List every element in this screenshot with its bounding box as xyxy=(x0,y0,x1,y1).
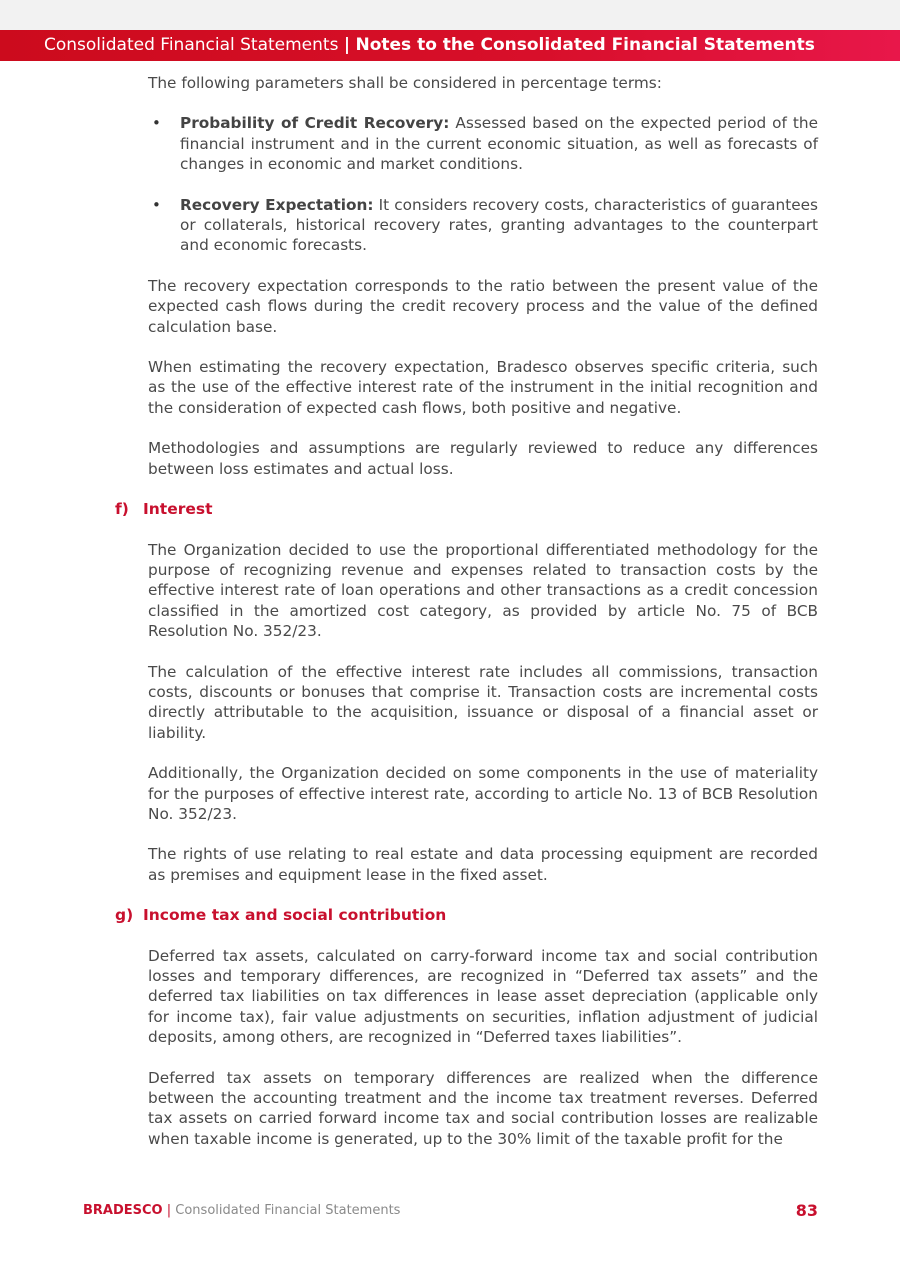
body-paragraph: Deferred tax assets, calculated on carry-forward income tax and social contribution losses and temporary differences, are recognized in “Deferred tax assets” and the deferred tax liabilities on tax differences in lease asset depreciation (applicable only for income tax), fair value adjustments on securities, inflation adjustment of judicial deposits, among others, are recognized in “Deferred taxes liabilities”. xyxy=(148,946,818,1047)
body-paragraph: Deferred tax assets on temporary differences are realized when the difference between the accounting treatment and the income tax treatment reverses. Deferred tax assets on carried forward income tax and social contribution losses are realizable when taxable income is generated, up to the 30% limit of the taxable profit for the xyxy=(148,1068,818,1148)
body-paragraph: Additionally, the Organization decided on some components in the use of materiality for the purposes of effective interest rate, according to article No. 13 of BCB Resolution No. 352/23. xyxy=(148,764,818,823)
list-item xyxy=(152,113,819,174)
section-title: Income tax and social contribution xyxy=(143,906,447,925)
list-item-term: Probability of Credit Recovery: xyxy=(180,114,450,133)
body-paragraph: The rights of use relating to real estate and data processing equipment are recorded as premises and equipment lease in the fixed asset. xyxy=(148,845,818,884)
page-number: 83 xyxy=(795,1201,818,1220)
top-margin-strip xyxy=(0,0,900,30)
body-paragraph: The Organization decided to use the proportional differentiated methodology for the purpose of recognizing revenue and expenses related to transaction costs by the effective interest rate of loan operations and other transactions as a credit concession classified in the amortized cost category, as provided by article No. 75 of BCB Resolution No. 352/23. xyxy=(148,540,818,641)
section-heading-interest xyxy=(115,499,818,519)
page-header-bar xyxy=(0,30,900,61)
body-paragraph: Methodologies and assumptions are regularly reviewed to reduce any differences between loss estimates and actual loss. xyxy=(148,439,818,478)
body-paragraph: When estimating the recovery expectation, Bradesco observes specific criteria, such as the use of the effective interest rate of the instrument in the initial recognition and the consideration of expected cash flows, both positive and negative. xyxy=(148,358,818,417)
list-item-text: Assessed based on the expected period of the financial instrument and in the current economic situation, as well as forecasts of changes in economic and market conditions. xyxy=(180,114,819,174)
list-item-term: Recovery Expectation: xyxy=(180,195,374,214)
section-title: Interest xyxy=(143,500,213,519)
header-separator: | xyxy=(343,35,351,55)
section-letter: f) xyxy=(115,500,129,519)
page-footer xyxy=(83,1200,818,1222)
intro-paragraph: The following parameters shall be considered in percentage terms: xyxy=(148,74,662,92)
bullet-icon: • xyxy=(152,114,161,133)
bullet-icon: • xyxy=(152,195,161,214)
body-paragraph: The calculation of the effective interest rate includes all commissions, transaction costs, discounts or bonuses that comprise it. Transaction costs are incremental costs directly attributable to the acquisition, issuance or disposal of a financial asset or liability. xyxy=(148,662,818,742)
section-letter: g) xyxy=(115,906,134,925)
parameter-list xyxy=(0,113,900,255)
footer-separator: | xyxy=(166,1203,172,1218)
footer-title: Consolidated Financial Statements xyxy=(175,1203,401,1218)
body-paragraph: The recovery expectation corresponds to the ratio between the present value of the expected cash flows during the credit recovery process and the value of the defined calculation base. xyxy=(148,276,818,336)
header-section-title: Consolidated Financial Statements xyxy=(44,35,339,55)
list-item xyxy=(152,195,818,256)
page-content xyxy=(0,73,900,1169)
section-heading-income-tax xyxy=(115,905,818,925)
list-item-text: It considers recovery costs, characteristics of guarantees or collaterals, historical recovery rates, granting advantages to the counterpart and economic forecasts. xyxy=(180,195,818,255)
footer-brand: BRADESCO xyxy=(83,1203,163,1218)
page-header xyxy=(44,30,815,61)
header-subsection-title: Notes to the Consolidated Financial Statements xyxy=(355,35,815,55)
